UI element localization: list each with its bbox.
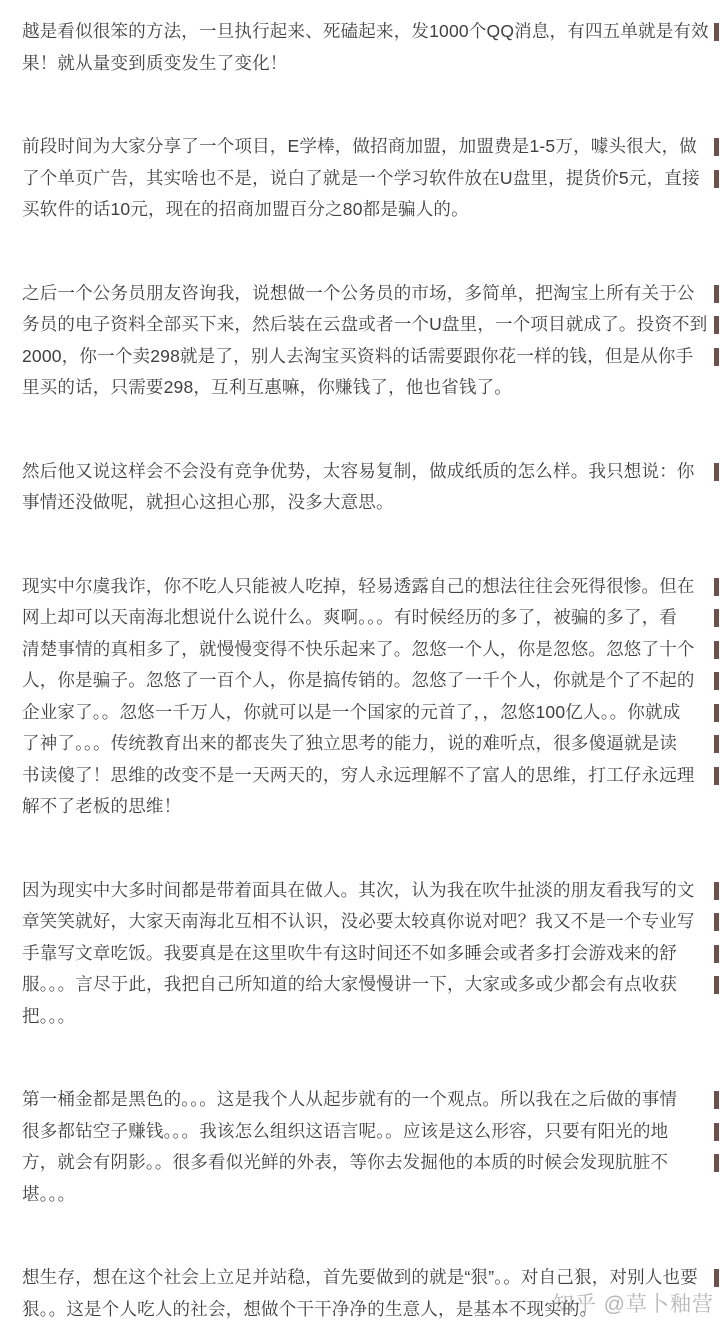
paragraph bbox=[22, 571, 720, 823]
clipped-char-fragment bbox=[714, 316, 719, 334]
text-line: 现实中尔虞我诈，你不吃人只能被人吃掉，轻易透露自己的想法往往会死得很惨。但在 bbox=[22, 571, 720, 603]
text-line: 事情还没做呢，就担心这担心那，没多大意思。 bbox=[22, 492, 394, 512]
text-line: 把。。。 bbox=[22, 1005, 76, 1026]
text-line: 因为现实中大多时间都是带着面具在做人。其次，认为我在吹牛扯淡的朋友看我写的文 bbox=[22, 875, 720, 907]
clipped-char-fragment bbox=[714, 170, 719, 188]
text-line: 方，就会有阴影。。很多看似光鲜的外表，等你去发掘他的本质的时候会发现肮脏不 bbox=[22, 1147, 720, 1179]
text-line: 人，你是骗子。忽悠了一百个人，你是搞传销的。忽悠了一千个人，你就是个了不起的 bbox=[22, 665, 720, 697]
clipped-char-fragment bbox=[714, 735, 719, 753]
clipped-char-fragment bbox=[714, 285, 719, 303]
clipped-char-fragment bbox=[714, 976, 719, 994]
paragraph bbox=[22, 131, 720, 226]
text-line: 狠。。这是个人吃人的社会，想做个干干净净的生意人，是基本不现实的。 bbox=[22, 1298, 598, 1319]
paragraph bbox=[22, 456, 720, 519]
text-line: 前段时间为大家分享了一个项目，E学棒，做招商加盟，加盟费是1-5万，噱头很大，做 bbox=[22, 131, 720, 163]
text-line: 解不了老板的思维！ bbox=[22, 796, 182, 816]
text-line: 果！就从量变到质变发生了变化！ bbox=[22, 52, 288, 73]
paragraph bbox=[22, 278, 720, 404]
paragraph bbox=[22, 875, 720, 1033]
text-line: 买软件的话10元，现在的招商加盟百分之80都是骗人的。 bbox=[22, 199, 469, 219]
clipped-char-fragment bbox=[714, 23, 719, 41]
text-line: 服。。。言尽于此，我把自己所知道的给大家慢慢讲一下，大家或多或少都会有点收获 bbox=[22, 969, 720, 1001]
clipped-char-fragment bbox=[714, 138, 719, 156]
clipped-char-fragment bbox=[714, 882, 719, 900]
paragraph bbox=[22, 16, 720, 79]
text-line: 了神了。。。传统教育出来的都丧失了独立思考的能力，说的难听点，很多傻逼就是读 bbox=[22, 728, 720, 760]
clipped-char-fragment bbox=[714, 913, 719, 931]
text-line: 第一桶金都是黑色的。。。这是我个人从起步就有的一个观点。所以我在之后做的事情 bbox=[22, 1084, 720, 1116]
paragraph bbox=[22, 1262, 720, 1325]
text-line: 很多都钻空子赚钱。。。我该怎么组织这语言呢。。应该是这么形容，只要有阳光的地 bbox=[22, 1116, 720, 1148]
clipped-char-fragment bbox=[714, 348, 719, 366]
clipped-char-fragment bbox=[714, 1269, 719, 1287]
clipped-char-fragment bbox=[714, 672, 719, 690]
zhihu-watermark: 知乎 @草卜釉营 bbox=[552, 1293, 714, 1316]
clipped-char-fragment bbox=[714, 704, 719, 722]
text-line: 了个单页广告，其实啥也不是，说白了就是一个学习软件放在U盘里，提货价5元，直接 bbox=[22, 163, 720, 195]
text-line: 堪。。。 bbox=[22, 1183, 76, 1204]
clipped-char-fragment bbox=[714, 463, 719, 481]
text-line: 务员的电子资料全部买下来，然后装在云盘或者一个U盘里，一个项目就成了。投资不到 bbox=[22, 309, 720, 341]
clipped-char-fragment bbox=[714, 1091, 719, 1109]
clipped-char-fragment bbox=[714, 578, 719, 596]
text-line: 书读傻了！思维的改变不是一天两天的，穷人永远理解不了富人的思维，打工仔永远理 bbox=[22, 760, 720, 792]
text-line: 然后他又说这样会不会没有竞争优势，太容易复制，做成纸质的怎么样。我只想说：你 bbox=[22, 456, 720, 488]
clipped-char-fragment bbox=[714, 641, 719, 659]
text-line: 2000，你一个卖298就是了，别人去淘宝买资料的话需要跟你花一样的钱，但是从你手 bbox=[22, 341, 720, 373]
clipped-char-fragment bbox=[714, 609, 719, 627]
paragraph bbox=[22, 1084, 720, 1210]
text-line: 网上却可以天南海北想说什么说什么。爽啊。。。有时候经历的多了，被骗的多了，看 bbox=[22, 602, 720, 634]
text-line: 企业家了。。忽悠一千万人，你就可以是一个国家的元首了，，忽悠100亿人。。你就成 bbox=[22, 697, 720, 729]
clipped-char-fragment bbox=[714, 1123, 719, 1141]
text-line: 手靠写文章吃饭。我要真是在这里吹牛有这时间还不如多睡会或者多打会游戏来的舒 bbox=[22, 938, 720, 970]
text-line: 之后一个公务员朋友咨询我，说想做一个公务员的市场，多简单，把淘宝上所有关于公 bbox=[22, 278, 720, 310]
clipped-char-fragment bbox=[714, 945, 719, 963]
text-line: 越是看似很笨的方法，一旦执行起来、死磕起来，发1000个QQ消息，有四五单就是有效 bbox=[22, 16, 720, 48]
clipped-char-fragment bbox=[714, 1154, 719, 1172]
text-line: 里买的话，只需要298，互利互惠嘛，你赚钱了，他也省钱了。 bbox=[22, 377, 512, 397]
text-line: 清楚事情的真相多了，就慢慢变得不快乐起来了。忽悠一个人，你是忽悠。忽悠了十个 bbox=[22, 634, 720, 666]
text-line: 章笑笑就好，大家天南海北互相不认识，没必要太较真你说对吧？我又不是一个专业写 bbox=[22, 906, 720, 938]
clipped-char-fragment bbox=[714, 767, 719, 785]
text-line: 想生存，想在这个社会上立足并站稳，首先要做到的就是“狠”。。对自己狠，对别人也要 bbox=[22, 1262, 720, 1294]
